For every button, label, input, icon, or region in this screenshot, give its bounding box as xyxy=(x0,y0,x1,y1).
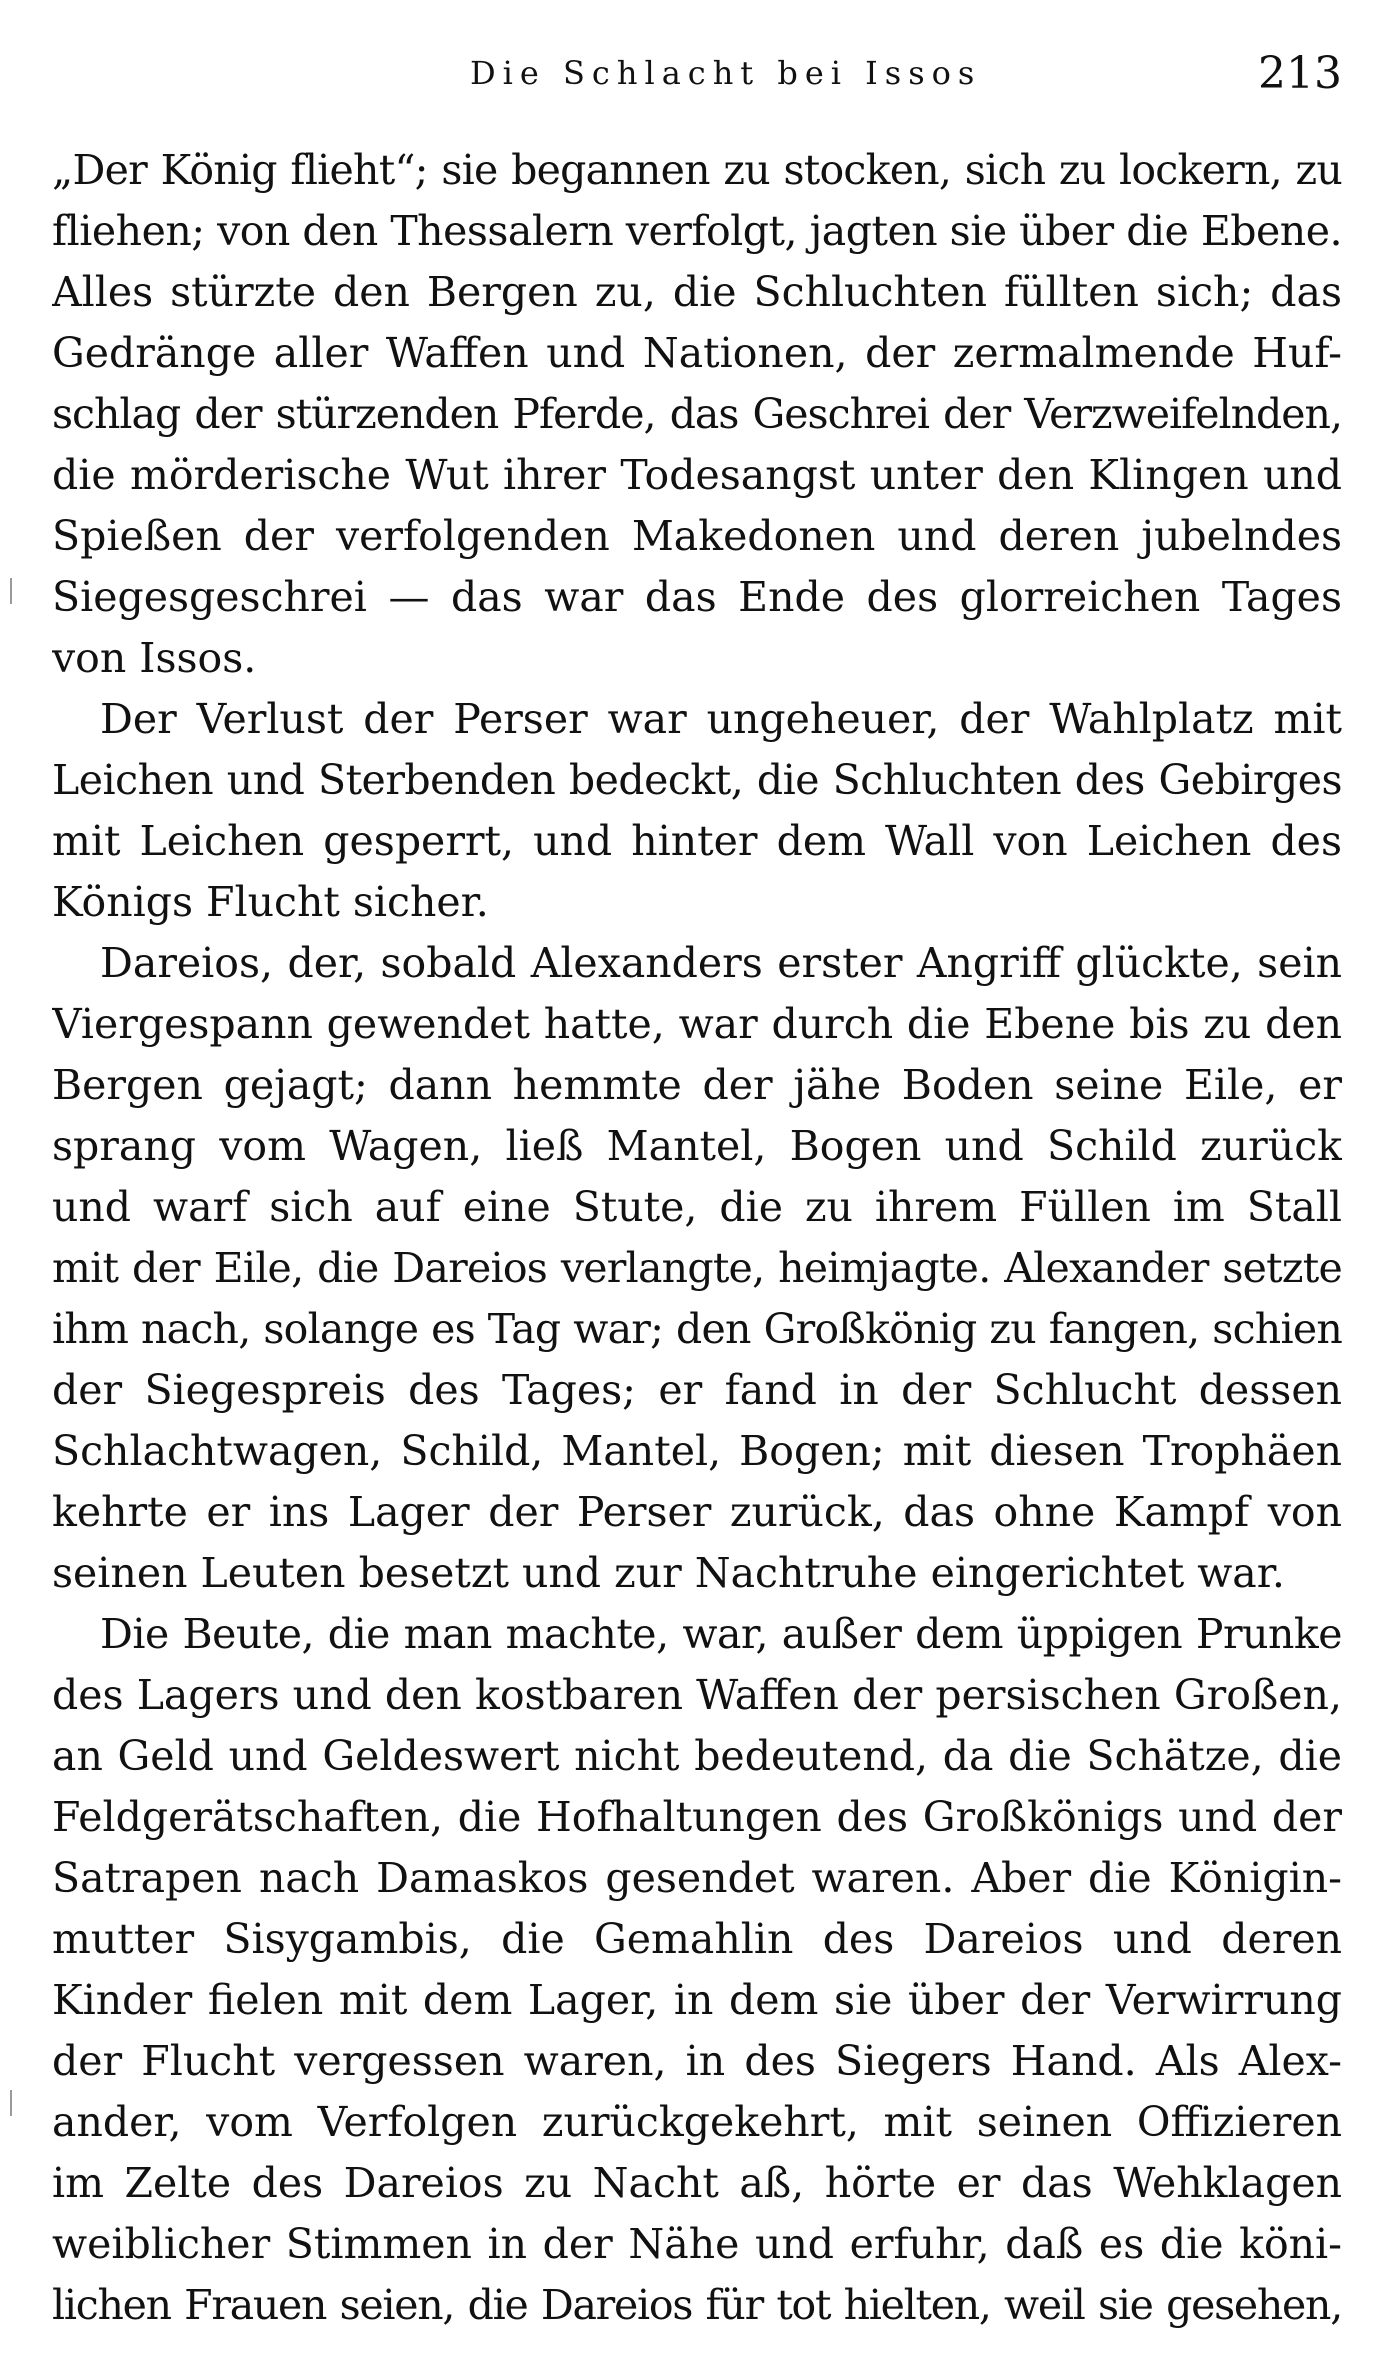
text-line: Alles stürzte den Bergen zu, die Schluchten füllten sich; das xyxy=(52,268,1342,316)
running-title: Die Schlacht bei Issos xyxy=(470,54,982,92)
body-text xyxy=(52,140,1342,2336)
text-line: Dareios, der, sobald Alexanders erster Angriff glückte, sein xyxy=(100,939,1342,987)
text-line: die mörderische Wut ihrer Todesangst unter den Klingen und xyxy=(52,451,1342,499)
margin-mark xyxy=(10,578,12,604)
text-line: Gedränge aller Waffen und Nationen, der zermalmende Huf- xyxy=(52,329,1342,377)
paragraph xyxy=(52,933,1342,1604)
text-line: mutter Sisygambis, die Gemahlin des Dareios und deren xyxy=(52,1915,1342,1963)
text-line: Feldgerätschaften, die Hofhaltungen des Großkönigs und der xyxy=(52,1793,1342,1841)
text-line: kehrte er ins Lager der Perser zurück, das ohne Kampf von xyxy=(52,1488,1342,1536)
text-line: lichen Frauen seien, die Dareios für tot hielten, weil sie gesehen, xyxy=(52,2281,1342,2329)
text-line: Leichen und Sterbenden bedeckt, die Schluchten des Gebirges xyxy=(52,756,1342,804)
text-line: der Siegespreis des Tages; er fand in der Schlucht dessen xyxy=(52,1366,1342,1414)
text-line: Spießen der verfolgenden Makedonen und deren jubelndes xyxy=(52,512,1342,560)
text-line: von Issos. xyxy=(52,634,257,682)
running-head xyxy=(0,48,1399,108)
text-line: Die Beute, die man machte, war, außer dem üppigen Prunke xyxy=(100,1610,1342,1658)
text-line: „Der König flieht“; sie begannen zu stocken, sich zu lockern, zu xyxy=(52,146,1342,194)
margin-mark xyxy=(10,2090,12,2116)
text-line: und warf sich auf eine Stute, die zu ihrem Füllen im Stall xyxy=(52,1183,1342,1231)
text-line: Der Verlust der Perser war ungeheuer, der Wahlplatz mit xyxy=(100,695,1342,743)
text-line: des Lagers und den kostbaren Waffen der persischen Großen, xyxy=(52,1671,1342,1719)
paragraph xyxy=(52,140,1342,689)
text-line: Schlachtwagen, Schild, Mantel, Bogen; mit diesen Trophäen xyxy=(52,1427,1342,1475)
text-line: Königs Flucht sicher. xyxy=(52,878,489,926)
text-line: im Zelte des Dareios zu Nacht aß, hörte er das Wehklagen xyxy=(52,2159,1342,2207)
page-number: 213 xyxy=(1258,48,1342,99)
text-line: weiblicher Stimmen in der Nähe und erfuhr, daß es die köni- xyxy=(52,2220,1342,2268)
text-line: ihm nach, solange es Tag war; den Großkönig zu fangen, schien xyxy=(52,1305,1342,1353)
paragraph xyxy=(52,689,1342,933)
text-line: Siegesgeschrei — das war das Ende des glorreichen Tages xyxy=(52,573,1342,621)
text-line: mit der Eile, die Dareios verlangte, heimjagte. Alexander setzte xyxy=(52,1244,1342,1292)
paragraph xyxy=(52,1604,1342,2336)
text-line: Kinder fielen mit dem Lager, in dem sie über der Verwirrung xyxy=(52,1976,1342,2024)
text-line: ander, vom Verfolgen zurückgekehrt, mit seinen Offizieren xyxy=(52,2098,1342,2146)
text-line: an Geld und Geldeswert nicht bedeutend, da die Schätze, die xyxy=(52,1732,1342,1780)
text-line: der Flucht vergessen waren, in des Siegers Hand. Als Alex- xyxy=(52,2037,1342,2085)
text-line: schlag der stürzenden Pferde, das Geschrei der Verzweifelnden, xyxy=(52,390,1342,438)
text-line: Satrapen nach Damaskos gesendet waren. Aber die Königin- xyxy=(52,1854,1342,1902)
text-line: mit Leichen gesperrt, und hinter dem Wall von Leichen des xyxy=(52,817,1342,865)
text-line: Bergen gejagt; dann hemmte der jähe Boden seine Eile, er xyxy=(52,1061,1342,1109)
text-line: sprang vom Wagen, ließ Mantel, Bogen und Schild zurück xyxy=(52,1122,1342,1170)
text-line: fliehen; von den Thessalern verfolgt, jagten sie über die Ebene. xyxy=(52,207,1342,255)
text-line: Viergespann gewendet hatte, war durch die Ebene bis zu den xyxy=(52,1000,1342,1048)
text-line: seinen Leuten besetzt und zur Nachtruhe eingerichtet war. xyxy=(52,1549,1285,1597)
